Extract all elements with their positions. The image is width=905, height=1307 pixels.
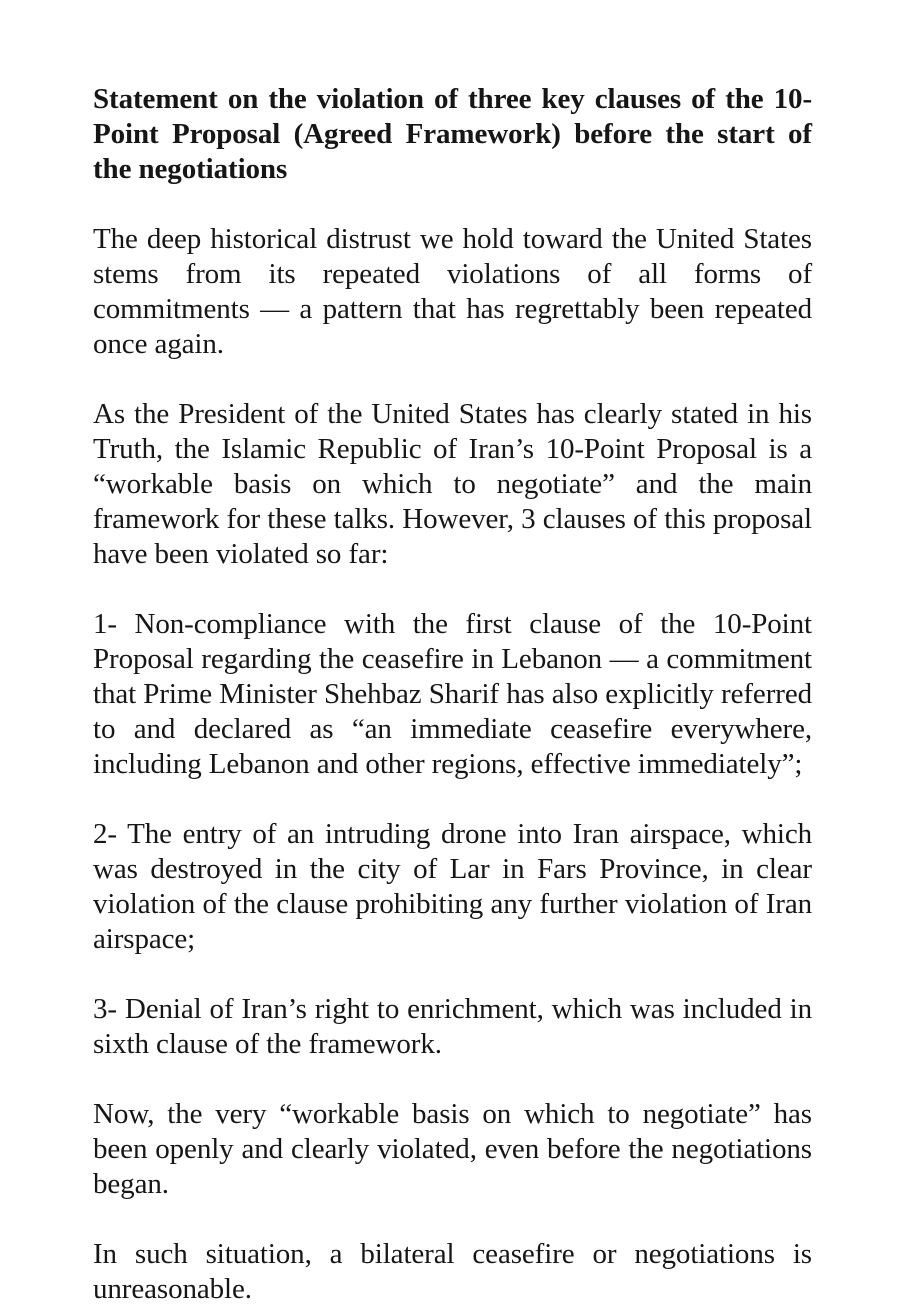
paragraph-president-statement: As the President of the United States has clearly stated in his Truth, the Islamic Republic of Iran’s 10-Point Proposal is a “workable basis on which to negotiate” and the main framework for these talks. However, 3 clauses of this proposal have been violated so far: (93, 398, 812, 570)
paragraph-clause-1-lebanon-ceasefire: 1- Non-compliance with the first clause of the 10-Point Proposal regarding the ceasefire in Lebanon — a commitment that Prime Minister Shehbaz Sharif has also explicitly referred to and declared as “an immediate ceasefire everywhere, including Lebanon and other regions, effective immediately”; (93, 608, 812, 780)
paragraph-clause-3-enrichment: 3- Denial of Iran’s right to enrichment, which was included in sixth clause of the framework. (93, 993, 812, 1060)
paragraph-intro-distrust: The deep historical distrust we hold toward the United States stems from its repeated violations of all forms of commitments — a pattern that has regrettably been repeated once again. (93, 223, 812, 360)
paragraph-workable-basis-violated: Now, the very “workable basis on which to negotiate” has been openly and clearly violated, even before the negotiations began. (93, 1098, 812, 1200)
document-title: Statement on the violation of three key clauses of the 10-Point Proposal (Agreed Framework) before the start of the negotiations (93, 83, 812, 185)
paragraph-conclusion-unreasonable: In such situation, a bilateral ceasefire or negotiations is unreasonable. (93, 1238, 812, 1305)
paragraph-clause-2-drone-airspace: 2- The entry of an intruding drone into Iran airspace, which was destroyed in the city of Lar in Fars Province, in clear violation of the clause prohibiting any further violation of Iran airspace; (93, 818, 812, 955)
